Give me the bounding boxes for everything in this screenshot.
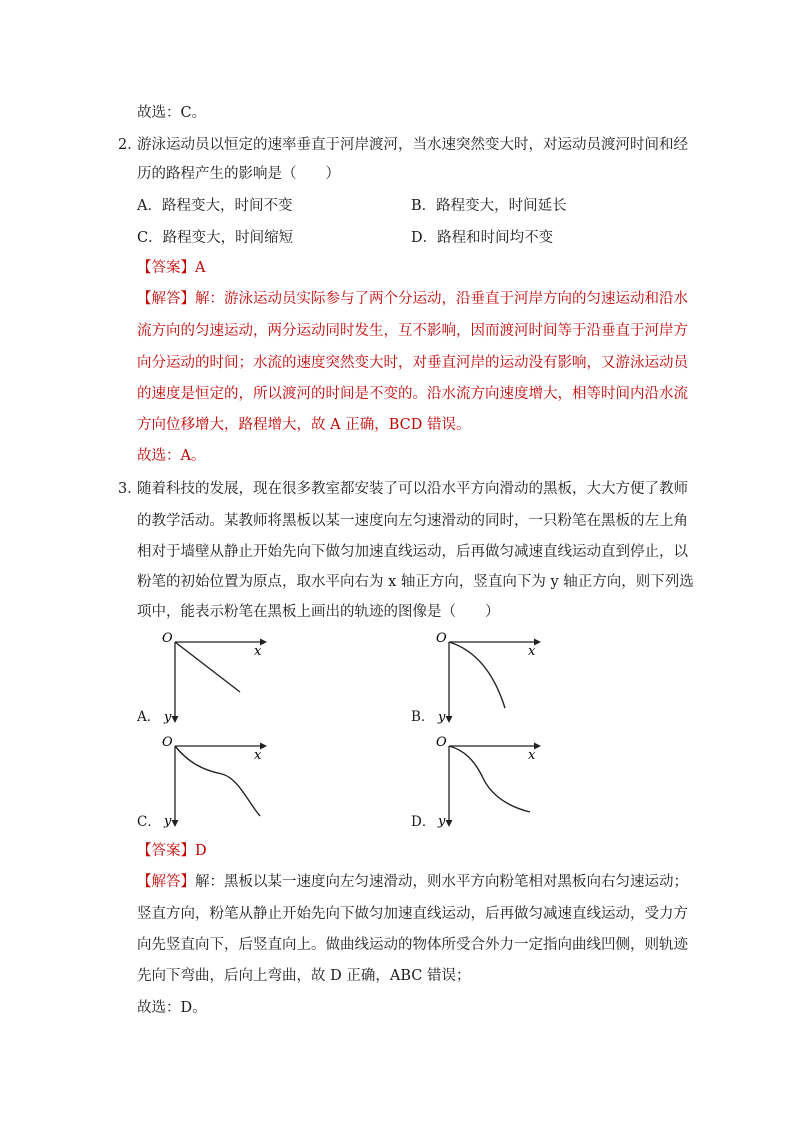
q2-option-a: A．路程变大，时间不变 (137, 198, 293, 214)
q3-stem-line-3: 相对于墙壁从静止开始先向下做匀加速直线运动，后再做匀减速直线运动直到停止，以 (137, 544, 688, 560)
q3-answer-tag: 【答案】 (137, 843, 195, 859)
q2-analysis-line-5: 方向位移增大，路程增大，故 A 正确，BCD 错误。 (137, 417, 471, 433)
graph-b-origin-label: O (436, 631, 447, 646)
q1-conclusion: 故选：C。 (137, 105, 207, 121)
graph-c-y-label: y (164, 814, 172, 829)
q3-conclusion: 故选：D。 (137, 1000, 207, 1016)
graph-c-label: C． (137, 814, 161, 830)
q3-stem-line-4: 粉笔的初始位置为原点，取水平向右为 x 轴正方向，竖直向下为 y 轴正方向，则下列选 (137, 574, 694, 590)
q3-analysis-line-4: 先向下弯曲，后向上弯曲，故 D 正确，ABC 错误； (137, 968, 471, 984)
graph-a-y-label: y (164, 710, 172, 725)
q2-conclusion: 故选：A。 (137, 448, 206, 464)
q2-analysis-line-4: 的速度是恒定的，所以渡河的时间是不变的。沿水流方向速度增大，相等时间内沿水流 (137, 386, 688, 402)
q2-analysis-line-3: 向分运动的时间；水流的速度突然变大时，对垂直河岸的运动没有影响，又游泳运动员 (137, 355, 688, 371)
graph-b-trajectory (449, 642, 505, 708)
q2-number: 2． (118, 137, 142, 153)
graph-b (424, 628, 554, 726)
graph-a-origin-label: O (162, 631, 173, 646)
q2-analysis-line-1: 【解答】解：游泳运动员实际参与了两个分运动，沿垂直于河岸方向的匀速运动和沿水 (137, 291, 688, 307)
q3-analysis-line-1: 【解答】解：黑板以某一速度向左匀速滑动，则水平方向粉笔相对黑板向右匀速运动； (137, 874, 688, 890)
graph-b-x-label: x (528, 644, 536, 659)
q3-answer-value: D (195, 843, 207, 859)
q2-option-d: D．路程和时间均不变 (411, 230, 554, 246)
q3-analysis-line-2: 竖直方向，粉笔从静止开始先向下做匀加速直线运动，后再做匀减速直线运动，受力方 (137, 906, 688, 922)
q2-option-b: B．路程变大，时间延长 (411, 198, 567, 214)
q3-stem-line-2: 的教学活动。某教师将黑板以某一速度向左匀速滑动的同时，一只粉笔在黑板的左上角 (137, 513, 688, 529)
graph-d (424, 732, 554, 830)
q2-stem-line-2: 历的路程产生的影响是（ ） (137, 166, 340, 182)
q3-number: 3． (118, 481, 142, 497)
graph-d-label: D． (411, 814, 436, 830)
graph-c-x-label: x (254, 748, 262, 763)
q2-analysis-line-2: 流方向的匀速运动，两分运动同时发生，互不影响，因而渡河时间等于沿垂直于河岸方 (137, 323, 688, 339)
q3-answer-row (137, 841, 207, 861)
q2-stem-line-1: 游泳运动员以恒定的速率垂直于河岸渡河，当水速突然变大时，对运动员渡河时间和经 (137, 137, 688, 153)
graph-b-y-label: y (438, 710, 446, 725)
graph-a-trajectory (175, 642, 240, 692)
q3-stem-line-5: 项中，能表示粉笔在黑板上画出的轨迹的图像是（ ） (137, 604, 500, 620)
q3-analysis-line-3: 向先竖直向下，后竖直向上。做曲线运动的物体所受合外力一定指向曲线凹侧，则轨迹 (137, 937, 688, 953)
q2-analysis-tag: 【解答】 (137, 291, 195, 307)
graph-c-trajectory (175, 746, 260, 816)
graph-c-origin-label: O (162, 735, 173, 750)
graph-d-trajectory (449, 746, 530, 812)
q3-analysis-tag: 【解答】 (137, 874, 195, 890)
graph-b-label: B． (411, 709, 435, 725)
graph-a-label: A． (137, 709, 161, 725)
q3-stem-line-1: 随着科技的发展，现在很多教室都安装了可以沿水平方向滑动的黑板，大大方便了教师 (137, 481, 688, 497)
graph-d-origin-label: O (436, 735, 447, 750)
graph-a-x-label: x (254, 644, 262, 659)
graph-c (150, 732, 280, 830)
q2-answer-row (137, 258, 205, 278)
graph-d-x-label: x (528, 748, 536, 763)
q2-answer-tag: 【答案】 (137, 260, 195, 276)
q2-option-c: C．路程变大，时间缩短 (137, 230, 294, 246)
graph-a (150, 628, 280, 726)
q2-answer-value: A (195, 260, 206, 276)
graph-d-y-label: y (438, 814, 446, 829)
